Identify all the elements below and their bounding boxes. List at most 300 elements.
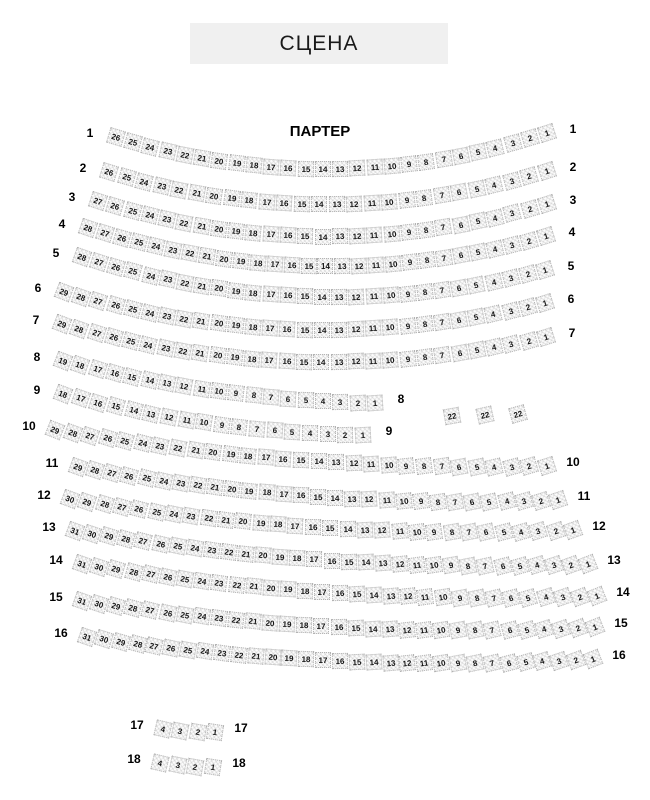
row-6-seat-15[interactable]: 15: [296, 321, 312, 337]
row-4-seat-6[interactable]: 6: [452, 246, 471, 265]
row-15-seat-9[interactable]: 9: [449, 621, 468, 640]
row-11-seat-4[interactable]: 4: [497, 492, 516, 511]
row-15-seat-2[interactable]: 2: [568, 618, 589, 639]
row-13-seat-7[interactable]: 7: [476, 556, 495, 575]
row-8-seat-16[interactable]: 16: [105, 363, 125, 383]
row-7-seat-24[interactable]: 24: [139, 335, 158, 354]
row-3-seat-25[interactable]: 25: [123, 201, 143, 221]
row-15-seat-10[interactable]: 10: [432, 621, 450, 639]
row-13-seat-11[interactable]: 11: [408, 556, 426, 574]
row-1-seat-6[interactable]: 6: [451, 146, 470, 165]
row-16-seat-30[interactable]: 30: [94, 629, 114, 649]
row-1-seat-15[interactable]: 15: [297, 161, 313, 177]
row-2-seat-23[interactable]: 23: [152, 176, 171, 195]
row-14-seat-30[interactable]: 30: [89, 557, 109, 577]
row-9-seat-8[interactable]: 8: [231, 418, 249, 436]
row-11-seat-18[interactable]: 18: [258, 484, 275, 501]
row-1-seat-17[interactable]: 17: [263, 158, 280, 175]
row-12-seat-16[interactable]: 16: [305, 519, 321, 535]
row-6-seat-7[interactable]: 7: [433, 313, 451, 331]
row-14-seat-14[interactable]: 14: [365, 586, 382, 603]
row-6-seat-23[interactable]: 23: [158, 306, 177, 325]
row-6-seat-6[interactable]: 6: [450, 310, 469, 329]
row-13-seat-5[interactable]: 5: [510, 556, 530, 576]
row-5-seat-14[interactable]: 14: [314, 289, 330, 305]
row-1-seat-8[interactable]: 8: [417, 152, 435, 170]
row-11-seat-29[interactable]: 29: [68, 457, 88, 477]
row-10-seat-20[interactable]: 20: [204, 443, 222, 461]
row-3-seat-2[interactable]: 2: [520, 199, 540, 219]
row-13-seat-30[interactable]: 30: [82, 524, 102, 544]
row-11-seat-23[interactable]: 23: [171, 473, 190, 492]
row-14-seat-7[interactable]: 7: [484, 588, 503, 607]
row-8-seat-3[interactable]: 3: [332, 394, 348, 410]
row-8-seat-15[interactable]: 15: [122, 367, 142, 387]
row-12-seat-9[interactable]: 9: [425, 523, 443, 541]
row-4-seat-16[interactable]: 16: [283, 257, 300, 274]
row-2-seat-1[interactable]: 1: [537, 161, 557, 181]
row-10-seat-2[interactable]: 2: [519, 456, 539, 476]
row-10-seat-9[interactable]: 9: [398, 457, 416, 475]
row-17-seat-2[interactable]: 2: [188, 723, 207, 742]
row-15-seat-19[interactable]: 19: [279, 615, 296, 632]
row-11-seat-17[interactable]: 17: [275, 485, 292, 502]
row-2-seat-12[interactable]: 12: [346, 196, 363, 213]
row-14-seat-6[interactable]: 6: [501, 588, 521, 608]
row-4-seat-27[interactable]: 27: [95, 223, 115, 243]
row-1-seat-24[interactable]: 24: [141, 137, 160, 156]
row-5-seat-23[interactable]: 23: [158, 270, 177, 289]
row-17-seat-1[interactable]: 1: [206, 723, 224, 741]
row-5-seat-18[interactable]: 18: [245, 284, 263, 302]
row-16-seat-5[interactable]: 5: [516, 652, 536, 672]
row-2-seat-6[interactable]: 6: [450, 183, 469, 202]
row-11-seat-3[interactable]: 3: [514, 491, 534, 511]
row-7-seat-4[interactable]: 4: [484, 338, 503, 357]
row-14-seat-17[interactable]: 17: [314, 584, 330, 600]
row-16-seat-27[interactable]: 27: [145, 636, 164, 655]
row-12-seat-30[interactable]: 30: [60, 489, 81, 510]
row-7-seat-10[interactable]: 10: [382, 351, 399, 368]
row-3-seat-27[interactable]: 27: [88, 191, 108, 211]
row-6-seat-9[interactable]: 9: [399, 317, 417, 335]
row-5-seat-4[interactable]: 4: [484, 272, 503, 291]
row-1-seat-1[interactable]: 1: [537, 123, 557, 143]
row-10-seat-10[interactable]: 10: [380, 456, 397, 473]
row-4-seat-20[interactable]: 20: [215, 250, 233, 268]
row-14-seat-26[interactable]: 26: [158, 567, 177, 586]
row-11-seat-8[interactable]: 8: [429, 492, 447, 510]
row-10-seat-28[interactable]: 28: [62, 423, 83, 444]
row-3-seat-11[interactable]: 11: [366, 227, 383, 244]
row-2-seat-4[interactable]: 4: [485, 175, 504, 194]
row-10-seat-4[interactable]: 4: [485, 457, 504, 476]
row-1-seat-5[interactable]: 5: [469, 142, 488, 161]
row-11-seat-27[interactable]: 27: [102, 463, 122, 483]
row-1-seat-26[interactable]: 26: [106, 127, 126, 147]
row-16-seat-9[interactable]: 9: [449, 654, 468, 673]
row-4-seat-28[interactable]: 28: [78, 218, 98, 238]
row-2-seat-25[interactable]: 25: [117, 167, 137, 187]
row-8-seat-12[interactable]: 12: [175, 376, 194, 395]
row-12-seat-14[interactable]: 14: [339, 521, 355, 537]
row-2-seat-15[interactable]: 15: [293, 196, 310, 213]
row-1-seat-12[interactable]: 12: [349, 160, 366, 177]
row-13-seat-2[interactable]: 2: [561, 554, 581, 574]
row-7-seat-17[interactable]: 17: [261, 351, 278, 368]
row-5-seat-11[interactable]: 11: [365, 287, 382, 304]
row-2-seat-19[interactable]: 19: [223, 189, 241, 207]
detached-seat-22[interactable]: 22: [475, 405, 494, 424]
row-10-seat-11[interactable]: 11: [363, 456, 380, 473]
row-11-seat-19[interactable]: 19: [241, 482, 259, 500]
row-5-seat-28[interactable]: 28: [72, 247, 92, 267]
row-5-seat-10[interactable]: 10: [382, 286, 399, 303]
row-16-seat-31[interactable]: 31: [77, 627, 97, 647]
row-18-seat-2[interactable]: 2: [186, 757, 205, 776]
row-14-seat-15[interactable]: 15: [348, 586, 365, 603]
row-4-seat-8[interactable]: 8: [418, 251, 436, 269]
row-3-seat-24[interactable]: 24: [140, 206, 159, 225]
row-7-seat-6[interactable]: 6: [450, 344, 469, 363]
row-15-seat-18[interactable]: 18: [296, 617, 312, 633]
row-16-seat-4[interactable]: 4: [532, 651, 552, 671]
row-2-seat-16[interactable]: 16: [276, 195, 293, 212]
row-5-seat-19[interactable]: 19: [227, 282, 245, 300]
row-11-seat-21[interactable]: 21: [206, 478, 224, 496]
row-10-seat-6[interactable]: 6: [450, 457, 469, 476]
row-11-seat-10[interactable]: 10: [395, 492, 413, 510]
row-12-seat-22[interactable]: 22: [200, 509, 218, 527]
row-16-seat-8[interactable]: 8: [465, 654, 484, 673]
row-9-seat-17[interactable]: 17: [70, 388, 90, 408]
row-9-seat-18[interactable]: 18: [53, 384, 74, 405]
row-7-seat-22[interactable]: 22: [174, 341, 193, 360]
row-7-seat-7[interactable]: 7: [433, 346, 451, 364]
row-12-seat-19[interactable]: 19: [252, 514, 269, 531]
row-5-seat-22[interactable]: 22: [175, 273, 194, 292]
row-1-seat-3[interactable]: 3: [503, 134, 523, 154]
row-6-seat-22[interactable]: 22: [175, 309, 194, 328]
row-17-seat-3[interactable]: 3: [171, 721, 190, 740]
row-6-seat-28[interactable]: 28: [71, 287, 91, 307]
row-16-seat-13[interactable]: 13: [382, 654, 399, 671]
row-10-seat-5[interactable]: 5: [467, 457, 486, 476]
row-7-seat-3[interactable]: 3: [502, 334, 522, 354]
row-6-seat-14[interactable]: 14: [314, 322, 330, 338]
row-11-seat-1[interactable]: 1: [548, 490, 568, 510]
row-5-seat-12[interactable]: 12: [348, 288, 365, 305]
row-6-seat-24[interactable]: 24: [140, 303, 159, 322]
row-11-seat-22[interactable]: 22: [189, 476, 208, 495]
row-1-seat-14[interactable]: 14: [315, 161, 331, 177]
row-15-seat-15[interactable]: 15: [347, 619, 364, 636]
row-14-seat-4[interactable]: 4: [535, 587, 555, 607]
row-4-seat-11[interactable]: 11: [368, 256, 385, 273]
row-7-seat-16[interactable]: 16: [278, 352, 295, 369]
row-6-seat-27[interactable]: 27: [88, 291, 108, 311]
row-7-seat-2[interactable]: 2: [519, 331, 539, 351]
row-1-seat-4[interactable]: 4: [486, 138, 505, 157]
row-4-seat-2[interactable]: 2: [519, 231, 539, 251]
row-4-seat-21[interactable]: 21: [198, 247, 216, 265]
row-13-seat-19[interactable]: 19: [272, 548, 289, 565]
row-8-seat-8[interactable]: 8: [245, 386, 263, 404]
row-14-seat-28[interactable]: 28: [124, 562, 144, 582]
row-1-seat-20[interactable]: 20: [210, 152, 228, 170]
row-14-seat-21[interactable]: 21: [245, 577, 263, 595]
row-8-seat-13[interactable]: 13: [157, 373, 176, 392]
row-2-seat-8[interactable]: 8: [415, 189, 433, 207]
row-6-seat-29[interactable]: 29: [54, 282, 75, 303]
row-2-seat-21[interactable]: 21: [187, 184, 206, 203]
row-8-seat-19[interactable]: 19: [53, 351, 74, 372]
row-14-seat-8[interactable]: 8: [467, 588, 486, 607]
row-6-seat-25[interactable]: 25: [123, 299, 143, 319]
row-10-seat-22[interactable]: 22: [169, 439, 188, 458]
row-4-seat-17[interactable]: 17: [266, 256, 283, 273]
row-15-seat-28[interactable]: 28: [123, 598, 143, 618]
row-5-seat-9[interactable]: 9: [399, 285, 417, 303]
row-1-seat-10[interactable]: 10: [383, 157, 400, 174]
row-3-seat-1[interactable]: 1: [537, 194, 557, 214]
row-12-seat-29[interactable]: 29: [77, 492, 97, 512]
row-10-seat-15[interactable]: 15: [293, 452, 310, 469]
row-15-seat-11[interactable]: 11: [415, 621, 433, 639]
row-3-seat-15[interactable]: 15: [297, 228, 313, 244]
row-13-seat-26[interactable]: 26: [151, 534, 170, 553]
row-15-seat-30[interactable]: 30: [89, 593, 109, 613]
row-16-seat-17[interactable]: 17: [315, 652, 331, 668]
row-8-seat-14[interactable]: 14: [140, 370, 159, 389]
row-2-seat-17[interactable]: 17: [258, 193, 275, 210]
row-1-seat-19[interactable]: 19: [228, 154, 246, 172]
row-15-seat-31[interactable]: 31: [72, 591, 92, 611]
row-14-seat-9[interactable]: 9: [450, 588, 469, 607]
row-15-seat-24[interactable]: 24: [192, 607, 211, 626]
row-6-seat-21[interactable]: 21: [192, 312, 211, 331]
row-14-seat-12[interactable]: 12: [399, 587, 417, 605]
row-12-seat-24[interactable]: 24: [165, 504, 184, 523]
row-5-seat-17[interactable]: 17: [262, 286, 279, 303]
row-5-seat-7[interactable]: 7: [433, 281, 451, 299]
row-4-seat-13[interactable]: 13: [334, 258, 350, 274]
row-14-seat-29[interactable]: 29: [106, 559, 126, 579]
row-3-seat-5[interactable]: 5: [468, 212, 487, 231]
row-16-seat-22[interactable]: 22: [230, 646, 248, 664]
row-12-seat-20[interactable]: 20: [235, 513, 253, 531]
row-7-seat-15[interactable]: 15: [296, 353, 312, 369]
row-12-seat-3[interactable]: 3: [528, 521, 548, 541]
detached-seat-22[interactable]: 22: [443, 407, 462, 426]
row-13-seat-31[interactable]: 31: [65, 521, 86, 542]
row-4-seat-3[interactable]: 3: [502, 235, 522, 255]
row-10-seat-23[interactable]: 23: [151, 436, 170, 455]
row-12-seat-12[interactable]: 12: [374, 522, 391, 539]
row-7-seat-23[interactable]: 23: [156, 338, 175, 357]
row-11-seat-14[interactable]: 14: [327, 489, 343, 505]
row-18-seat-3[interactable]: 3: [168, 756, 187, 775]
row-6-seat-11[interactable]: 11: [365, 320, 382, 337]
row-2-seat-2[interactable]: 2: [520, 166, 540, 186]
row-7-seat-21[interactable]: 21: [191, 344, 210, 363]
row-16-seat-18[interactable]: 18: [298, 651, 314, 667]
row-16-seat-20[interactable]: 20: [264, 649, 281, 666]
row-13-seat-23[interactable]: 23: [203, 541, 221, 559]
row-13-seat-10[interactable]: 10: [425, 556, 443, 574]
row-1-seat-21[interactable]: 21: [193, 149, 211, 167]
row-13-seat-4[interactable]: 4: [527, 555, 547, 575]
row-13-seat-22[interactable]: 22: [220, 543, 238, 561]
row-12-seat-13[interactable]: 13: [356, 521, 373, 538]
row-7-seat-12[interactable]: 12: [348, 353, 365, 370]
row-4-seat-14[interactable]: 14: [317, 258, 333, 274]
row-14-seat-11[interactable]: 11: [416, 588, 434, 606]
row-10-seat-27[interactable]: 27: [80, 426, 100, 446]
row-2-seat-24[interactable]: 24: [134, 172, 153, 191]
row-3-seat-18[interactable]: 18: [245, 224, 263, 242]
row-13-seat-17[interactable]: 17: [306, 551, 322, 567]
row-3-seat-23[interactable]: 23: [158, 210, 177, 229]
detached-seat-22[interactable]: 22: [508, 404, 528, 424]
row-16-seat-14[interactable]: 14: [365, 654, 382, 671]
row-6-seat-12[interactable]: 12: [348, 321, 365, 338]
row-1-seat-13[interactable]: 13: [332, 161, 348, 177]
row-4-seat-19[interactable]: 19: [232, 252, 250, 270]
row-15-seat-13[interactable]: 13: [381, 620, 398, 637]
row-13-seat-24[interactable]: 24: [185, 539, 204, 558]
row-9-seat-2[interactable]: 2: [337, 426, 353, 442]
row-7-seat-27[interactable]: 27: [86, 323, 106, 343]
row-15-seat-22[interactable]: 22: [227, 611, 245, 629]
row-15-seat-6[interactable]: 6: [500, 620, 520, 640]
row-12-seat-7[interactable]: 7: [459, 523, 478, 542]
row-18-seat-4[interactable]: 4: [150, 753, 169, 772]
row-9-seat-9[interactable]: 9: [213, 416, 231, 434]
row-4-seat-23[interactable]: 23: [163, 240, 182, 259]
row-13-seat-18[interactable]: 18: [289, 550, 306, 567]
row-11-seat-20[interactable]: 20: [223, 480, 241, 498]
row-12-seat-27[interactable]: 27: [112, 497, 132, 517]
row-8-seat-7[interactable]: 7: [262, 388, 279, 405]
row-16-seat-11[interactable]: 11: [415, 654, 433, 672]
row-8-seat-6[interactable]: 6: [280, 390, 297, 407]
row-9-seat-14[interactable]: 14: [124, 400, 144, 420]
row-5-seat-1[interactable]: 1: [535, 260, 555, 280]
row-14-seat-2[interactable]: 2: [570, 586, 591, 607]
row-10-seat-8[interactable]: 8: [415, 457, 433, 475]
row-2-seat-14[interactable]: 14: [311, 196, 327, 212]
row-10-seat-18[interactable]: 18: [239, 447, 257, 465]
row-12-seat-6[interactable]: 6: [477, 522, 496, 541]
row-15-seat-5[interactable]: 5: [517, 620, 537, 640]
row-14-seat-16[interactable]: 16: [331, 585, 347, 601]
row-14-seat-20[interactable]: 20: [262, 579, 279, 596]
row-15-seat-16[interactable]: 16: [330, 619, 346, 635]
row-15-seat-23[interactable]: 23: [210, 609, 228, 627]
row-3-seat-16[interactable]: 16: [280, 227, 297, 244]
row-6-seat-18[interactable]: 18: [244, 318, 262, 336]
row-6-seat-17[interactable]: 17: [262, 319, 279, 336]
row-6-seat-4[interactable]: 4: [484, 304, 503, 323]
row-1-seat-16[interactable]: 16: [280, 160, 297, 177]
row-11-seat-5[interactable]: 5: [480, 492, 499, 511]
row-9-seat-3[interactable]: 3: [320, 426, 336, 442]
row-10-seat-17[interactable]: 17: [257, 449, 274, 466]
row-5-seat-13[interactable]: 13: [331, 289, 347, 305]
row-3-seat-14[interactable]: 14: [314, 228, 330, 244]
row-10-seat-24[interactable]: 24: [133, 434, 153, 454]
row-5-seat-25[interactable]: 25: [124, 262, 144, 282]
row-16-seat-12[interactable]: 12: [399, 654, 417, 672]
row-7-seat-18[interactable]: 18: [243, 350, 261, 368]
row-13-seat-21[interactable]: 21: [237, 545, 255, 563]
row-16-seat-29[interactable]: 29: [111, 632, 131, 652]
row-12-seat-10[interactable]: 10: [408, 523, 426, 541]
row-15-seat-29[interactable]: 29: [106, 596, 126, 616]
row-4-seat-9[interactable]: 9: [401, 253, 419, 271]
row-16-seat-16[interactable]: 16: [332, 653, 348, 669]
row-16-seat-1[interactable]: 1: [583, 649, 604, 670]
row-5-seat-5[interactable]: 5: [467, 275, 486, 294]
row-15-seat-20[interactable]: 20: [262, 614, 279, 631]
row-14-seat-3[interactable]: 3: [552, 587, 572, 607]
row-5-seat-21[interactable]: 21: [193, 276, 211, 294]
row-1-seat-22[interactable]: 22: [176, 145, 195, 164]
row-12-seat-18[interactable]: 18: [270, 516, 287, 533]
row-7-seat-11[interactable]: 11: [365, 352, 382, 369]
row-11-seat-15[interactable]: 15: [310, 488, 326, 504]
row-13-seat-14[interactable]: 14: [357, 554, 374, 571]
row-3-seat-7[interactable]: 7: [434, 218, 452, 236]
row-3-seat-17[interactable]: 17: [262, 226, 279, 243]
row-9-seat-15[interactable]: 15: [106, 396, 126, 416]
row-8-seat-5[interactable]: 5: [297, 392, 313, 408]
row-13-seat-12[interactable]: 12: [391, 555, 409, 573]
row-10-seat-13[interactable]: 13: [328, 454, 344, 470]
row-16-seat-15[interactable]: 15: [349, 653, 366, 670]
row-2-seat-13[interactable]: 13: [329, 196, 345, 212]
row-16-seat-25[interactable]: 25: [179, 640, 198, 659]
row-3-seat-4[interactable]: 4: [486, 208, 505, 227]
row-13-seat-27[interactable]: 27: [134, 532, 153, 551]
row-3-seat-21[interactable]: 21: [192, 217, 211, 236]
row-7-seat-13[interactable]: 13: [330, 354, 346, 370]
row-9-seat-1[interactable]: 1: [355, 427, 372, 444]
row-15-seat-1[interactable]: 1: [585, 617, 606, 638]
row-2-seat-3[interactable]: 3: [502, 171, 522, 191]
row-2-seat-11[interactable]: 11: [363, 195, 380, 212]
row-11-seat-2[interactable]: 2: [531, 491, 551, 511]
row-14-seat-5[interactable]: 5: [518, 588, 538, 608]
row-9-seat-11[interactable]: 11: [177, 410, 196, 429]
row-10-seat-7[interactable]: 7: [432, 457, 450, 475]
row-10-seat-1[interactable]: 1: [537, 456, 557, 476]
row-4-seat-5[interactable]: 5: [469, 242, 488, 261]
row-15-seat-7[interactable]: 7: [483, 620, 502, 639]
row-12-seat-5[interactable]: 5: [494, 522, 513, 541]
row-15-seat-25[interactable]: 25: [175, 605, 194, 624]
row-12-seat-26[interactable]: 26: [130, 500, 150, 520]
row-13-seat-25[interactable]: 25: [168, 536, 187, 555]
row-11-seat-26[interactable]: 26: [120, 466, 140, 486]
row-7-seat-14[interactable]: 14: [313, 354, 329, 370]
row-1-seat-18[interactable]: 18: [245, 157, 263, 175]
row-14-seat-24[interactable]: 24: [193, 572, 211, 590]
row-7-seat-28[interactable]: 28: [69, 319, 89, 339]
row-14-seat-18[interactable]: 18: [297, 582, 313, 598]
row-2-seat-10[interactable]: 10: [381, 193, 398, 210]
